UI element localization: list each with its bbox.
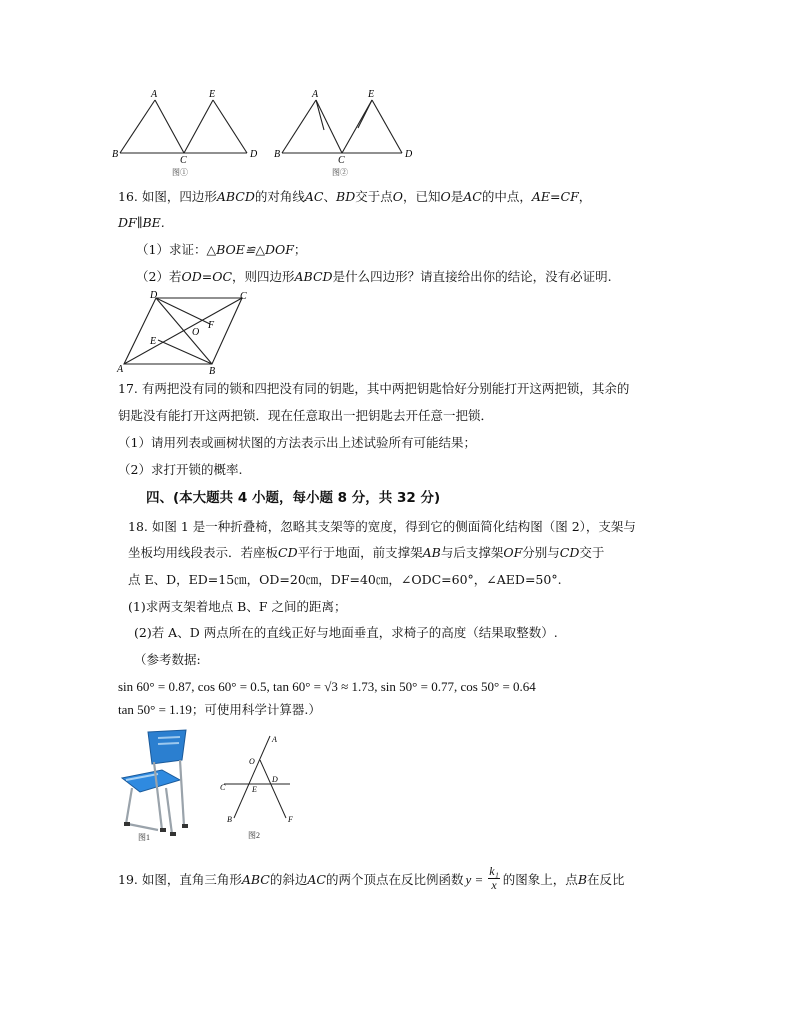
label-D: D bbox=[250, 149, 258, 160]
q19-line: 19. 如图，直角三角形 ABC 的斜边 AC 的两个顶点在反比例函数 y = $\frac{\text{k₁}}{x}$ 的图象上，点 B 在反比 bbox=[118, 864, 625, 892]
q16-line1: 16. 如图，四边形ABCD的对角线AC、BD交于点O，已知O是AC的中点，AE=CF， bbox=[118, 189, 592, 204]
caption-fig2: 图② bbox=[332, 168, 348, 177]
label-A: A bbox=[117, 364, 124, 375]
label-E: E bbox=[252, 785, 257, 794]
label-B: B bbox=[227, 815, 232, 824]
function-y: y = bbox=[465, 871, 484, 887]
label-O: O bbox=[249, 757, 255, 766]
label-E: E bbox=[150, 336, 157, 347]
q17-line1: 17. 有两把没有同的锁和四把没有同的钥匙，其中两把钥匙恰好分别能打开这两把锁，其余的 bbox=[118, 381, 630, 396]
label-C: C bbox=[180, 155, 187, 166]
q18-math1: sin 60° = 0.87, cos 60° = 0.5, tan 60° = √3 ≈ 1.73, sin 50° = 0.77, cos 50° = 0.64 bbox=[118, 679, 536, 694]
caption-fig2-chair: 图2 bbox=[248, 831, 260, 840]
q17-line2: 钥匙没有能打开这两把锁．现在任意取出一把钥匙去开任意一把锁． bbox=[118, 408, 494, 423]
figure-chair-schematic bbox=[216, 732, 300, 844]
q18-math2: tan 50° = 1.19；可使用科学计算器.） bbox=[118, 702, 321, 717]
label-D: D bbox=[150, 290, 158, 301]
q18-line1: 18. 如图 1 是一种折叠椅，忽略其支架等的宽度，得到它的侧面简化结构图（图 2），支架与 bbox=[128, 519, 636, 534]
caption-fig1-chair: 图1 bbox=[138, 833, 150, 842]
q18-sub2: (2)若 A、D 两点所在的直线正好与地面垂直，求椅子的高度（结果取整数）. bbox=[134, 625, 558, 640]
label-F: F bbox=[288, 815, 293, 824]
label-C: C bbox=[240, 291, 247, 302]
q18-line3: 点 E、D，ED=15㎝，OD=20㎝，DF=40㎝，∠ODC=60°，∠AED=50°. bbox=[128, 572, 562, 587]
label-B: B bbox=[274, 149, 281, 160]
q17-sub2: （2）求打开锁的概率. bbox=[118, 462, 243, 477]
label-F: F bbox=[208, 320, 215, 331]
q18-sub1: (1)求两支架着地点 B、F 之间的距离； bbox=[128, 599, 347, 614]
label-D: D bbox=[272, 775, 278, 784]
label-E: E bbox=[368, 89, 375, 100]
q16-line2: DF∥BE. bbox=[118, 215, 165, 230]
q17-sub1: （1）请用列表或画树状图的方法表示出上述试验所有可能结果； bbox=[118, 435, 476, 450]
label-B: B bbox=[112, 149, 119, 160]
label-A: A bbox=[151, 89, 158, 100]
figure-parallelogram bbox=[114, 288, 264, 378]
fraction-denominator: x bbox=[491, 878, 497, 892]
label-C: C bbox=[338, 155, 345, 166]
figure-triangles-1 bbox=[110, 88, 270, 180]
caption-fig1: 图① bbox=[172, 168, 188, 177]
q18-ref: （参考数据: bbox=[134, 652, 201, 667]
q16-sub1: （1）求证：△BOE≌△DOF； bbox=[136, 242, 307, 257]
label-D: D bbox=[405, 149, 413, 160]
figure-chair-photo bbox=[118, 726, 202, 844]
label-E: E bbox=[209, 89, 216, 100]
label-O: O bbox=[192, 327, 200, 338]
label-C: C bbox=[220, 783, 226, 792]
fraction-numerator: k₁ bbox=[489, 864, 499, 878]
label-A: A bbox=[312, 89, 319, 100]
label-B: B bbox=[209, 366, 216, 377]
q18-line2: 坐板均用线段表示．若座板CD平行于地面，前支撑架AB与后支撑架OF分别与CD交于 bbox=[128, 545, 605, 560]
figure-triangles-2 bbox=[272, 88, 432, 180]
section-4-heading: 四、(本大题共 4 小题，每小题 8 分，共 32 分) bbox=[146, 490, 441, 506]
fraction bbox=[488, 865, 500, 892]
q16-sub2: （2）若OD=OC，则四边形ABCD是什么四边形？请直接给出你的结论，没有必证明. bbox=[136, 269, 612, 284]
label-A: A bbox=[272, 735, 277, 744]
